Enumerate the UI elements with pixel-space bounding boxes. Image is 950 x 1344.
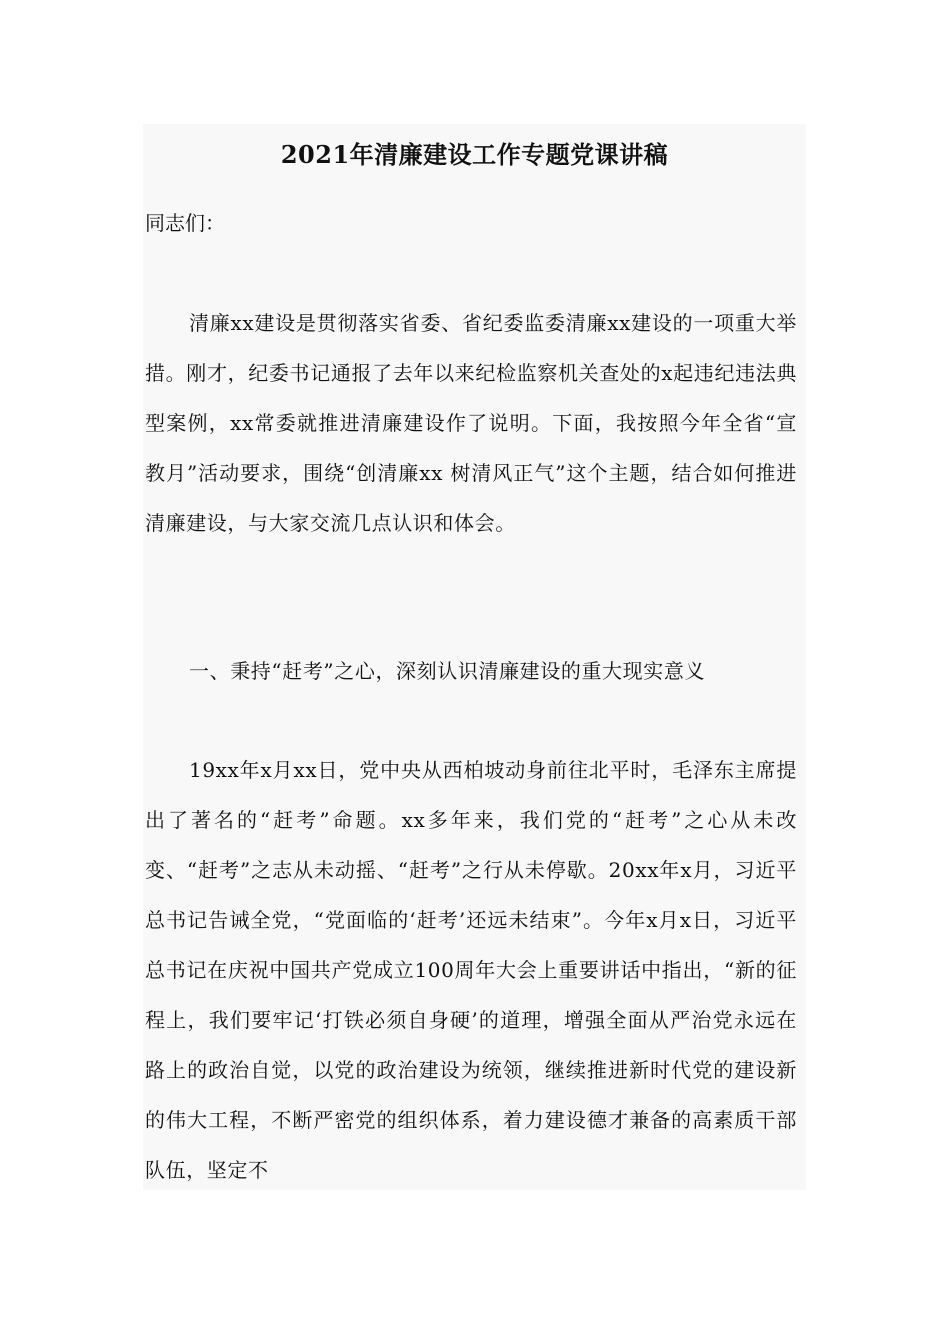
document-title: 2021年清廉建设工作专题党课讲稿 bbox=[280, 140, 669, 169]
document-page bbox=[143, 124, 806, 1190]
body-paragraph-2: 19xx年x月xx日，党中央从西柏坡动身前往北平时，毛泽东主席提出了著名的“赶考”命题。xx多年来，我们党的“赶考”之心从未改变、“赶考”之志从未动摇、“赶考”之行从未停歇。20xx年x月，习近平总书记告诫全党，“党面临的‘赶考’还远未结束”。今年x月x日，习近平总书记在庆祝中国共产党成立100周年大会上重要讲话中指出，“新的征程上，我们要牢记‘打铁必须自身硬’的道理，增强全面从严治党永远在路上的政治自觉，以党的政治建设为统领，继续推进新时代党的建设新的伟大工程，不断严密党的组织体系，着力建设德才兼备的高素质干部队伍，坚定不 bbox=[145, 758, 797, 1182]
section-heading-1: 一、秉持“赶考”之心，深刻认识清廉建设的重大现实意义 bbox=[189, 659, 706, 683]
salutation: 同志们： bbox=[145, 211, 225, 235]
body-paragraph-1: 清廉xx建设是贯彻落实省委、省纪委监委清廉xx建设的一项重大举措。刚才，纪委书记通报了去年以来纪检监察机关查处的x起违纪违法典型案例，xx常委就推进清廉建设作了说明。下面，我按照今年全省“宣教月”活动要求，围绕“创清廉xx 树清风正气”这个主题，结合如何推进清廉建设，与大家交流几点认识和体会。 bbox=[145, 311, 797, 535]
